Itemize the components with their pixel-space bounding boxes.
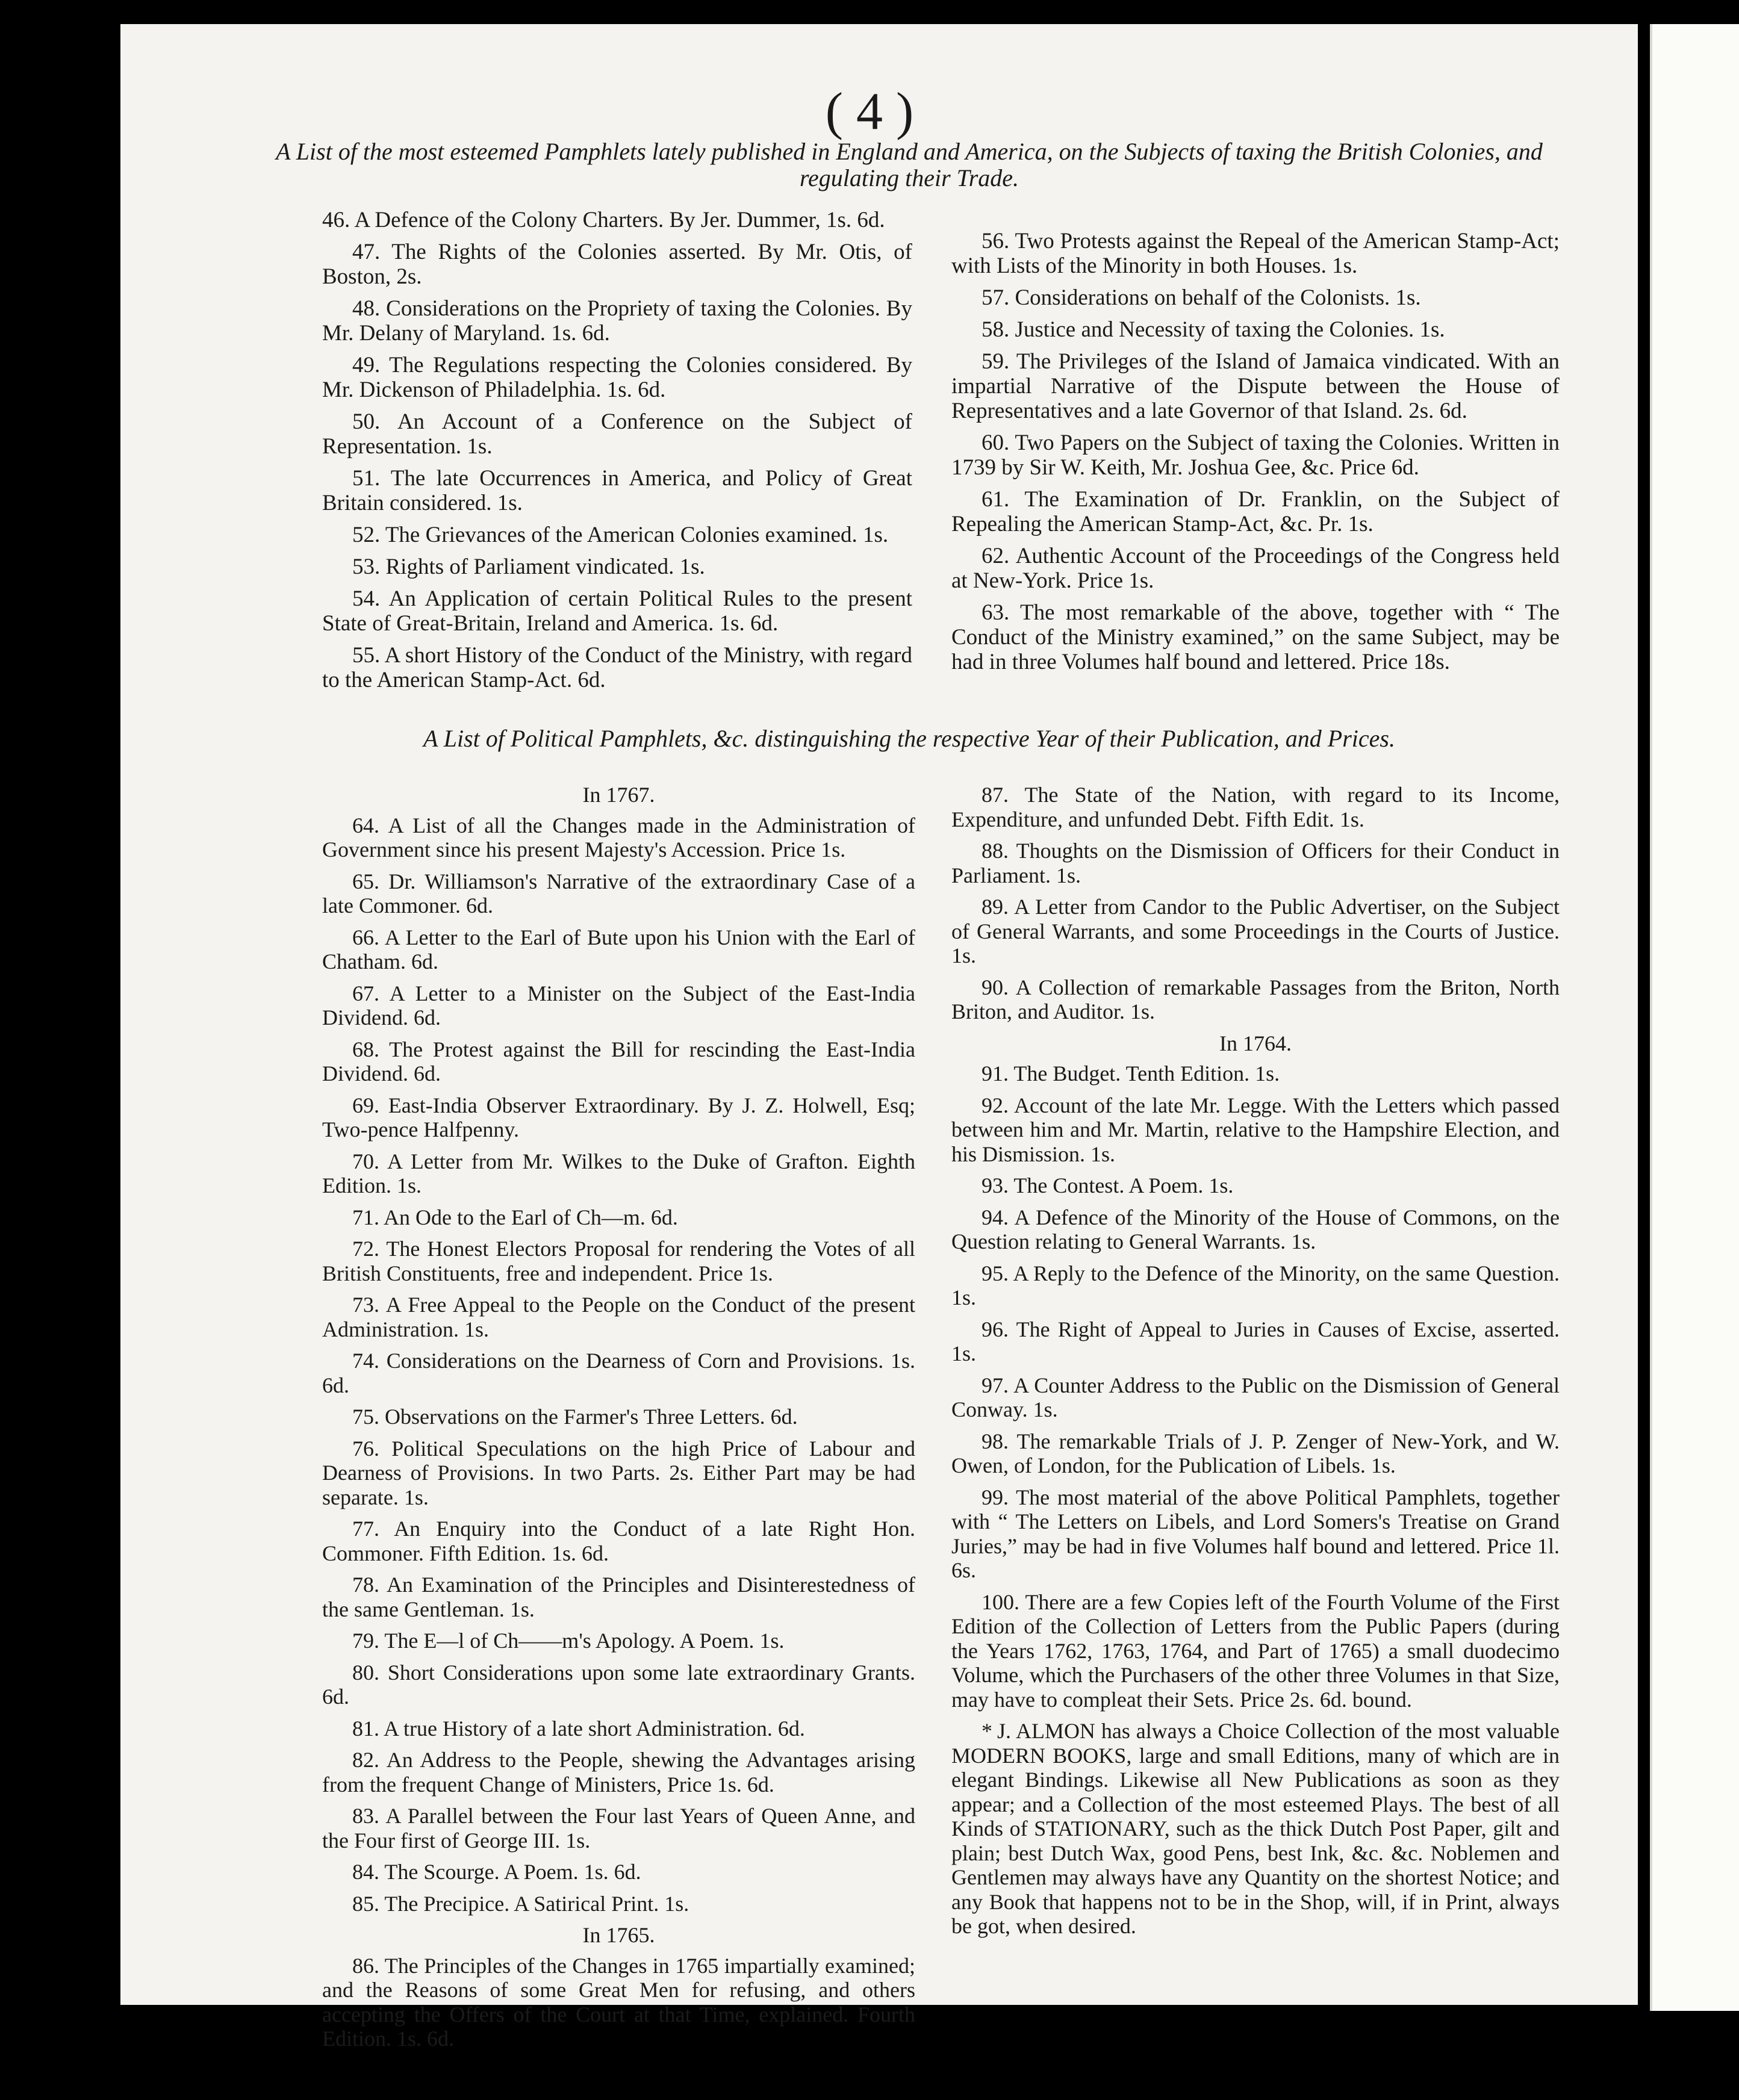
list-entry: 69. East-India Observer Extraordinary. By J. Z. Holwell, Esq; Two-pence Halfpenny. <box>322 1093 915 1142</box>
list-entry: 97. A Counter Address to the Public on the Dismission of General Conway. 1s. <box>951 1373 1560 1421</box>
list-entry: 99. The most material of the above Political Pamphlets, together with “ The Letters on Libels, and Lord Somers's Treatise on Grand Juries,” may be had in five Volumes half bound and lettered. Price 1l. 6s. <box>951 1485 1560 1582</box>
list-entry: 82. An Address to the People, shewing the Advantages arising from the frequent Change of Ministers, Price 1s. 6d. <box>322 1748 915 1797</box>
list-entry: 80. Short Considerations upon some late extraordinary Grants. 6d. <box>322 1660 915 1709</box>
list-entry: 59. The Privileges of the Island of Jamaica vindicated. With an impartial Narrative of the Dispute between the House of Representatives and a late Governor of that Island. 2s. 6d. <box>951 349 1560 423</box>
list-entry: 50. An Account of a Conference on the Subject of Representation. 1s. <box>322 409 912 459</box>
list-entry: 91. The Budget. Tenth Edition. 1s. <box>981 1061 1280 1086</box>
year-heading: In 1767. <box>582 783 655 807</box>
list-entry: 94. A Defence of the Minority of the House of Commons, on the Question relating to General Warrants. 1s. <box>951 1205 1560 1253</box>
list-entry: 57. Considerations on behalf of the Colonists. 1s. <box>981 285 1421 310</box>
list-entry: 64. A List of all the Changes made in the Administration of Government since his present Majesty's Accession. Price 1s. <box>322 813 915 862</box>
list-entry: 76. Political Speculations on the high Price of Labour and Dearness of Provisions. In two Parts. 2s. Either Part may be had separate. 1s. <box>322 1436 915 1509</box>
list-entry: 51. The late Occurrences in America, and Policy of Great Britain considered. 1s. <box>322 466 912 515</box>
list-entry: 89. A Letter from Candor to the Public Advertiser, on the Subject of General Warrants, and some Proceedings in the Courts of Justice. 1s. <box>951 895 1560 968</box>
list-entry: 58. Justice and Necessity of taxing the Colonies. 1s. <box>981 317 1445 342</box>
list-entry: 88. Thoughts on the Dismission of Officers for their Conduct in Parliament. 1s. <box>951 839 1560 887</box>
list-entry: 52. The Grievances of the American Colonies examined. 1s. <box>352 523 889 547</box>
list-entry: 92. Account of the late Mr. Legge. With the Letters which passed between him and Mr. Martin, relative to the Hampshire Election, and his Dismission. 1s. <box>951 1093 1560 1166</box>
list2-right-column <box>951 783 1560 1946</box>
list-entry: 95. A Reply to the Defence of the Minority, on the same Question. 1s. <box>951 1261 1560 1309</box>
list-entry: 71. An Ode to the Earl of Ch—m. 6d. <box>352 1205 678 1229</box>
list-entry: 93. The Contest. A Poem. 1s. <box>981 1173 1234 1198</box>
advertisement-text: J. ALMON has always a Choice Collection of the most valuable MODERN BOOKS, large and small Editions, many of which are in elegant Bindings. Likewise all New Publications as soon as they appear; and a Collection of the most esteemed Plays. The best of all Kinds of STATIONARY, such as the thick Dutch Post Paper, gilt and plain; best Dutch Wax, good Pens, best Ink, &c. &c. Noblemen and Gentlemen may always have any Quantity on the shortest Notice; and any Book that happens not to be in the Shop, will, if in Print, always be got, when desired. <box>951 1719 1560 1938</box>
list-heading-political: A List of Political Pamphlets, &c. distinguishing the respective Year of their Publication, and Prices. <box>423 725 1395 752</box>
list-entry: 60. Two Papers on the Subject of taxing the Colonies. Written in 1739 by Sir W. Keith, Mr. Joshua Gee, &c. Price 6d. <box>951 430 1560 480</box>
list-entry: 73. A Free Appeal to the People on the Conduct of the present Administration. 1s. <box>322 1293 915 1341</box>
list-entry: 48. Considerations on the Propriety of taxing the Colonies. By Mr. Delany of Maryland. 1s. 6d. <box>322 296 912 346</box>
list1-right-column <box>951 229 1560 682</box>
list1-left-column <box>322 208 912 700</box>
bookseller-advertisement <box>951 1719 1560 1939</box>
list-entry: 67. A Letter to a Minister on the Subject of the East-India Dividend. 6d. <box>322 981 915 1030</box>
list-entry: 62. Authentic Account of the Proceedings of the Congress held at New-York. Price 1s. <box>951 544 1560 593</box>
list-entry: 54. An Application of certain Political Rules to the present State of Great-Britain, Ireland and America. 1s. 6d. <box>322 586 912 636</box>
list-heading-colonies: A List of the most esteemed Pamphlets lately published in England and America, on the Subjects of taxing the British Colonies, and regulating their Trade. <box>276 138 1543 191</box>
list-entry: 56. Two Protests against the Repeal of the American Stamp-Act; with Lists of the Minority in both Houses. 1s. <box>951 229 1560 278</box>
year-heading: In 1765. <box>582 1923 655 1947</box>
list-entry: 78. An Examination of the Principles and Disinterestedness of the same Gentleman. 1s. <box>322 1573 915 1621</box>
list-entry: 98. The remarkable Trials of J. P. Zenger of New-York, and W. Owen, of London, for the Publication of Libels. 1s. <box>951 1429 1560 1477</box>
list-entry: 75. Observations on the Farmer's Three Letters. 6d. <box>352 1405 798 1429</box>
list-entry: 53. Rights of Parliament vindicated. 1s. <box>352 555 705 579</box>
list-entry: 86. The Principles of the Changes in 1765 impartially examined; and the Reasons of some Great Men for refusing, and others accepting the Offers of the Court at that Time, explained. Fourth Edition. 1s. 6d. <box>322 1953 915 2051</box>
list-entry: 90. A Collection of remarkable Passages from the Briton, North Briton, and Auditor. 1s. <box>951 975 1560 1024</box>
list-entry: 72. The Honest Electors Proposal for rendering the Votes of all British Constituents, free and independent. Price 1s. <box>322 1237 915 1285</box>
list-entry: 87. The State of the Nation, with regard to its Income, Expenditure, and unfunded Debt. Fifth Edit. 1s. <box>951 783 1560 831</box>
list-entry: 61. The Examination of Dr. Franklin, on the Subject of Repealing the American Stamp-Act, &c. Pr. 1s. <box>951 487 1560 536</box>
list-entry: 77. An Enquiry into the Conduct of a late Right Hon. Commoner. Fifth Edition. 1s. 6d. <box>322 1517 915 1565</box>
asterisk-mark: * <box>981 1719 992 1743</box>
list-entry: 68. The Protest against the Bill for rescinding the East-India Dividend. 6d. <box>322 1037 915 1086</box>
list-entry: 83. A Parallel between the Four last Years of Queen Anne, and the Four first of George III. 1s. <box>322 1804 915 1853</box>
page-number: ( 4 ) <box>825 82 914 141</box>
list-entry: 49. The Regulations respecting the Colonies considered. By Mr. Dickenson of Philadelphia. 1s. 6d. <box>322 353 912 402</box>
list-entry: 46. A Defence of the Colony Charters. By Jer. Dummer, 1s. 6d. <box>322 208 885 232</box>
list-entry: 85. The Precipice. A Satirical Print. 1s. <box>352 1891 689 1916</box>
list-entry: 55. A short History of the Conduct of the Ministry, with regard to the American Stamp-Act. 6d. <box>322 643 912 692</box>
list-entry: 47. The Rights of the Colonies asserted. By Mr. Otis, of Boston, 2s. <box>322 240 912 289</box>
list-entry: 79. The E—l of Ch——m's Apology. A Poem. 1s. <box>352 1629 785 1653</box>
list2-left-column <box>322 783 915 2058</box>
list-entry: 70. A Letter from Mr. Wilkes to the Duke of Grafton. Eighth Edition. 1s. <box>322 1149 915 1198</box>
list-entry: 74. Considerations on the Dearness of Corn and Provisions. 1s. 6d. <box>322 1349 915 1397</box>
list-entry: 66. A Letter to the Earl of Bute upon his Union with the Earl of Chatham. 6d. <box>322 925 915 974</box>
next-page-edge <box>1650 24 1739 2011</box>
list-entry: 84. The Scourge. A Poem. 1s. 6d. <box>352 1860 641 1884</box>
list-entry: 96. The Right of Appeal to Juries in Causes of Excise, asserted. 1s. <box>951 1317 1560 1365</box>
year-heading: In 1764. <box>1219 1031 1292 1055</box>
list-entry: 63. The most remarkable of the above, together with “ The Conduct of the Ministry examined,” on the same Subject, may be had in three Volumes half bound and lettered. Price 18s. <box>951 600 1560 674</box>
list-entry: 81. A true History of a late short Administration. 6d. <box>352 1716 805 1741</box>
list-entry: 100. There are a few Copies left of the Fourth Volume of the First Edition of the Collection of Letters from the Public Papers (during the Years 1762, 1763, 1764, and Part of 1765) a small duodecimo Volume, which the Purchasers of the other three Volumes in that Size, may have to compleat their Sets. Price 2s. 6d. bound. <box>951 1589 1560 1712</box>
list-entry: 65. Dr. Williamson's Narrative of the extraordinary Case of a late Commoner. 6d. <box>322 869 915 918</box>
